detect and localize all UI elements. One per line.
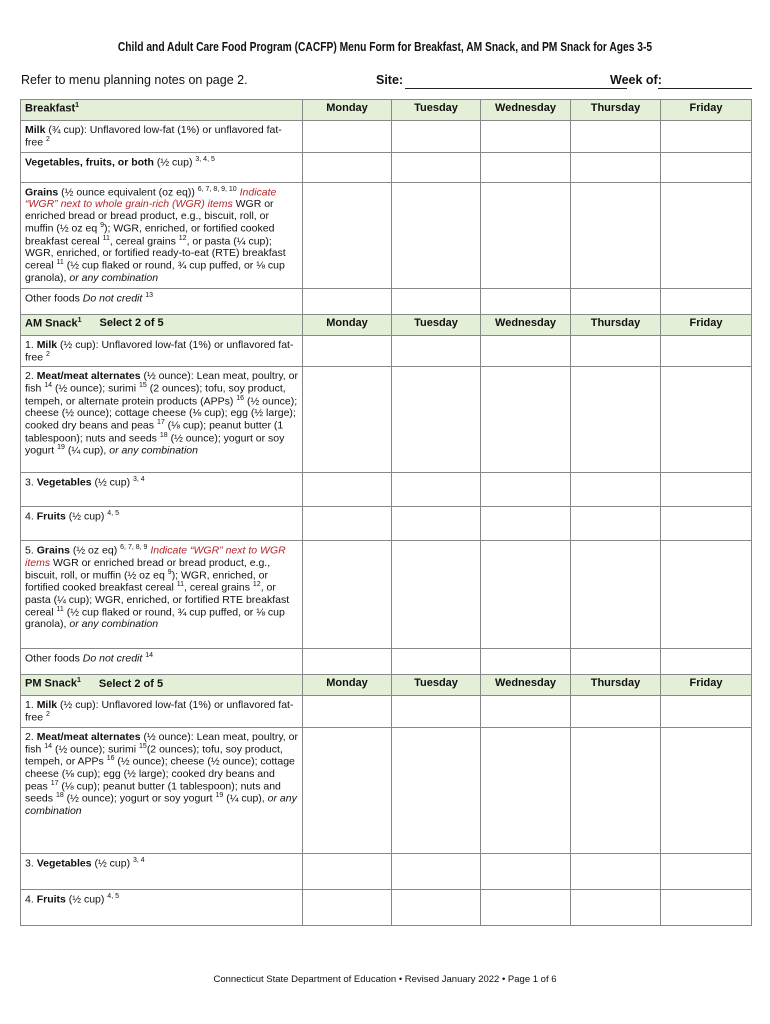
menu-cell[interactable] (303, 335, 392, 367)
breakfast-veg-label: Vegetables, fruits, or both (½ cup) $^{3, 4, 5}$ (21, 152, 303, 182)
menu-cell[interactable] (571, 182, 661, 288)
menu-cell[interactable] (571, 335, 661, 367)
menu-cell[interactable] (303, 182, 392, 288)
am-header-row (21, 314, 752, 335)
day-wednesday: Wednesday (481, 675, 571, 696)
menu-cell[interactable] (392, 853, 481, 889)
menu-cell[interactable] (303, 727, 392, 853)
table-row (21, 889, 752, 925)
table-row (21, 507, 752, 541)
form-title: Child and Adult Care Food Program (CACFP) Menu Form for Breakfast, AM Snack, and PM Snack for Ages 3-5 (117, 40, 653, 54)
menu-cell[interactable] (392, 649, 481, 675)
am-fruit-label: 4. Fruits (½ cup) $^{4, 5}$ (21, 507, 303, 541)
menu-cell[interactable] (303, 152, 392, 182)
menu-cell[interactable] (661, 649, 752, 675)
menu-cell[interactable] (303, 696, 392, 728)
am-milk-label: 1. Milk (½ cup): Unflavored low-fat (1%) or unflavored fat-free $^2$ (21, 335, 303, 367)
menu-cell[interactable] (392, 121, 481, 153)
menu-cell[interactable] (481, 889, 571, 925)
table-row (21, 696, 752, 728)
menu-cell[interactable] (481, 649, 571, 675)
menu-cell[interactable] (303, 367, 392, 473)
table-row (21, 121, 752, 153)
menu-cell[interactable] (392, 507, 481, 541)
table-row (21, 473, 752, 507)
am-grains-label: 5. Grains (½ oz eq) $^{6, 7, 8, 9}$ Indicate “WGR” next to WGR items WGR or enriched bread or bread product, e.g., biscuit, roll, or muffin (½ oz eq $^9$); WGR, enriched, or fortified cooked breakfast cereal $^{11}$, cereal grains $^{12}$, or pasta (¼ cup); WGR, enriched, or fortified RTE breakfast cereal $^{11}$ (½ cup flaked or round, ¾ cup puffed, or ⅛ cup granola), or any combination (21, 541, 303, 649)
breakfast-header: Breakfast$^1$ (21, 100, 303, 121)
pm-fruit-label: 4. Fruits (½ cup) $^{4, 5}$ (21, 889, 303, 925)
breakfast-header-row (21, 100, 752, 121)
menu-cell[interactable] (661, 853, 752, 889)
day-friday: Friday (661, 675, 752, 696)
table-row (21, 367, 752, 473)
page-footer: Connecticut State Department of Education • Revised January 2022 • Page 1 of 6 (213, 974, 557, 985)
table-row (21, 335, 752, 367)
menu-cell[interactable] (303, 473, 392, 507)
menu-cell[interactable] (571, 507, 661, 541)
menu-cell[interactable] (392, 182, 481, 288)
menu-cell[interactable] (661, 507, 752, 541)
menu-cell[interactable] (661, 152, 752, 182)
form-meta (21, 73, 752, 93)
menu-cell[interactable] (303, 649, 392, 675)
menu-cell[interactable] (661, 288, 752, 314)
week-field[interactable] (658, 88, 752, 89)
menu-cell[interactable] (481, 152, 571, 182)
day-monday: Monday (303, 675, 392, 696)
menu-cell[interactable] (481, 288, 571, 314)
menu-cell[interactable] (303, 507, 392, 541)
menu-cell[interactable] (571, 889, 661, 925)
menu-cell[interactable] (571, 152, 661, 182)
menu-cell[interactable] (392, 541, 481, 649)
day-tuesday: Tuesday (392, 675, 481, 696)
table-row (21, 288, 752, 314)
menu-cell[interactable] (661, 727, 752, 853)
day-wednesday: Wednesday (481, 314, 571, 335)
menu-cell[interactable] (481, 696, 571, 728)
menu-cell[interactable] (481, 121, 571, 153)
menu-cell[interactable] (661, 696, 752, 728)
menu-cell[interactable] (392, 727, 481, 853)
menu-cell[interactable] (303, 541, 392, 649)
menu-cell[interactable] (571, 288, 661, 314)
menu-cell[interactable] (481, 335, 571, 367)
day-tuesday: Tuesday (392, 100, 481, 121)
menu-cell[interactable] (661, 889, 752, 925)
day-friday: Friday (661, 100, 752, 121)
day-monday: Monday (303, 314, 392, 335)
menu-cell[interactable] (392, 335, 481, 367)
menu-cell[interactable] (303, 121, 392, 153)
menu-cell[interactable] (661, 335, 752, 367)
day-wednesday: Wednesday (481, 100, 571, 121)
menu-cell[interactable] (571, 367, 661, 473)
menu-cell[interactable] (481, 853, 571, 889)
menu-cell[interactable] (661, 473, 752, 507)
menu-cell[interactable] (661, 541, 752, 649)
table-row (21, 727, 752, 853)
menu-cell[interactable] (661, 367, 752, 473)
menu-cell[interactable] (481, 182, 571, 288)
site-field[interactable] (405, 88, 627, 89)
menu-cell[interactable] (481, 541, 571, 649)
am-veg-label: 3. Vegetables (½ cup) $^{3, 4}$ (21, 473, 303, 507)
menu-cell[interactable] (661, 121, 752, 153)
pm-header-row (21, 675, 752, 696)
menu-cell[interactable] (571, 473, 661, 507)
menu-cell[interactable] (571, 649, 661, 675)
table-row (21, 182, 752, 288)
menu-cell[interactable] (392, 473, 481, 507)
breakfast-other-label: Other foods Do not credit $^{13}$ (21, 288, 303, 314)
menu-cell[interactable] (481, 727, 571, 853)
menu-cell[interactable] (571, 696, 661, 728)
day-thursday: Thursday (571, 100, 661, 121)
menu-cell[interactable] (571, 727, 661, 853)
table-row (21, 541, 752, 649)
breakfast-milk-label: Milk (¾ cup): Unflavored low-fat (1%) or unflavored fat-free $^2$ (21, 121, 303, 153)
table-row (21, 649, 752, 675)
day-thursday: Thursday (571, 675, 661, 696)
planning-notes: Refer to menu planning notes on page 2. (21, 73, 248, 87)
menu-cell[interactable] (481, 473, 571, 507)
menu-cell[interactable] (481, 507, 571, 541)
menu-cell[interactable] (392, 288, 481, 314)
menu-cell[interactable] (392, 367, 481, 473)
day-friday: Friday (661, 314, 752, 335)
menu-cell[interactable] (661, 182, 752, 288)
menu-cell[interactable] (303, 288, 392, 314)
am-snack-header: AM Snack$^1$ Select 2 of 5 (21, 314, 303, 335)
pm-veg-label: 3. Vegetables (½ cup) $^{3, 4}$ (21, 853, 303, 889)
menu-cell[interactable] (481, 367, 571, 473)
site-label: Site: (376, 73, 404, 87)
menu-cell[interactable] (303, 889, 392, 925)
day-thursday: Thursday (571, 314, 661, 335)
menu-cell[interactable] (392, 889, 481, 925)
pm-meat-label: 2. Meat/meat alternates (½ ounce): Lean meat, poultry, or fish $^{14}$ (½ ounce); surimi $^{15}$(2 ounces); tofu, soy product, tempeh, or APPs $^{16}$ (½ ounce); cheese (½ ounce); cottage cheese (⅛ cup); egg (½ large); cooked dry beans and peas $^{17}$ (⅛ cup); peanut butter (1 tablespoon); nuts and seeds $^{18}$ (½ ounce); yogurt or soy yogurt $^{19}$ (¼ cup), or any combination (21, 727, 303, 853)
menu-cell[interactable] (571, 853, 661, 889)
am-meat-label: 2. Meat/meat alternates (½ ounce): Lean meat, poultry, or fish $^{14}$ (½ ounce); surimi $^{15}$ (2 ounces); tofu, soy product, tempeh, or alternate protein products (APPs) $^{16}$ (½ ounce); cheese (½ ounce); cottage cheese (⅛ cup); egg (½ large); cooked dry beans and peas $^{17}$ (⅛ cup); peanut butter (1 tablespoon); nuts and seeds $^{18}$ (½ ounce); yogurt or soy yogurt $^{19}$ (¼ cup), or any combination (21, 367, 303, 473)
am-other-label: Other foods Do not credit $^{14}$ (21, 649, 303, 675)
menu-cell[interactable] (571, 121, 661, 153)
pm-milk-label: 1. Milk (½ cup): Unflavored low-fat (1%) or unflavored fat-free $^2$ (21, 696, 303, 728)
day-tuesday: Tuesday (392, 314, 481, 335)
menu-cell[interactable] (392, 152, 481, 182)
menu-cell[interactable] (392, 696, 481, 728)
table-row (21, 853, 752, 889)
table-row (21, 152, 752, 182)
breakfast-grains-label: Grains (½ ounce equivalent (oz eq)) $^{6, 7, 8, 9, 10}$ Indicate “WGR” next to whole grain-rich (WGR) items WGR or enriched bread or bread product, e.g., biscuit, roll, or muffin (½ oz eq $^9$); WGR, enriched, or fortified cooked breakfast cereal $^{11}$, cereal grains $^{12}$, or pasta (¼ cup); WGR, enriched, or fortified ready-to-eat (RTE) breakfast cereal $^{11}$ (½ cup flaked or round, ¾ cup puffed, or ⅛ cup granola), or any combination (21, 182, 303, 288)
day-monday: Monday (303, 100, 392, 121)
pm-snack-header: PM Snack$^1$ Select 2 of 5 (21, 675, 303, 696)
week-label: Week of: (610, 73, 662, 87)
menu-cell[interactable] (303, 853, 392, 889)
menu-table (20, 99, 752, 926)
menu-cell[interactable] (571, 541, 661, 649)
